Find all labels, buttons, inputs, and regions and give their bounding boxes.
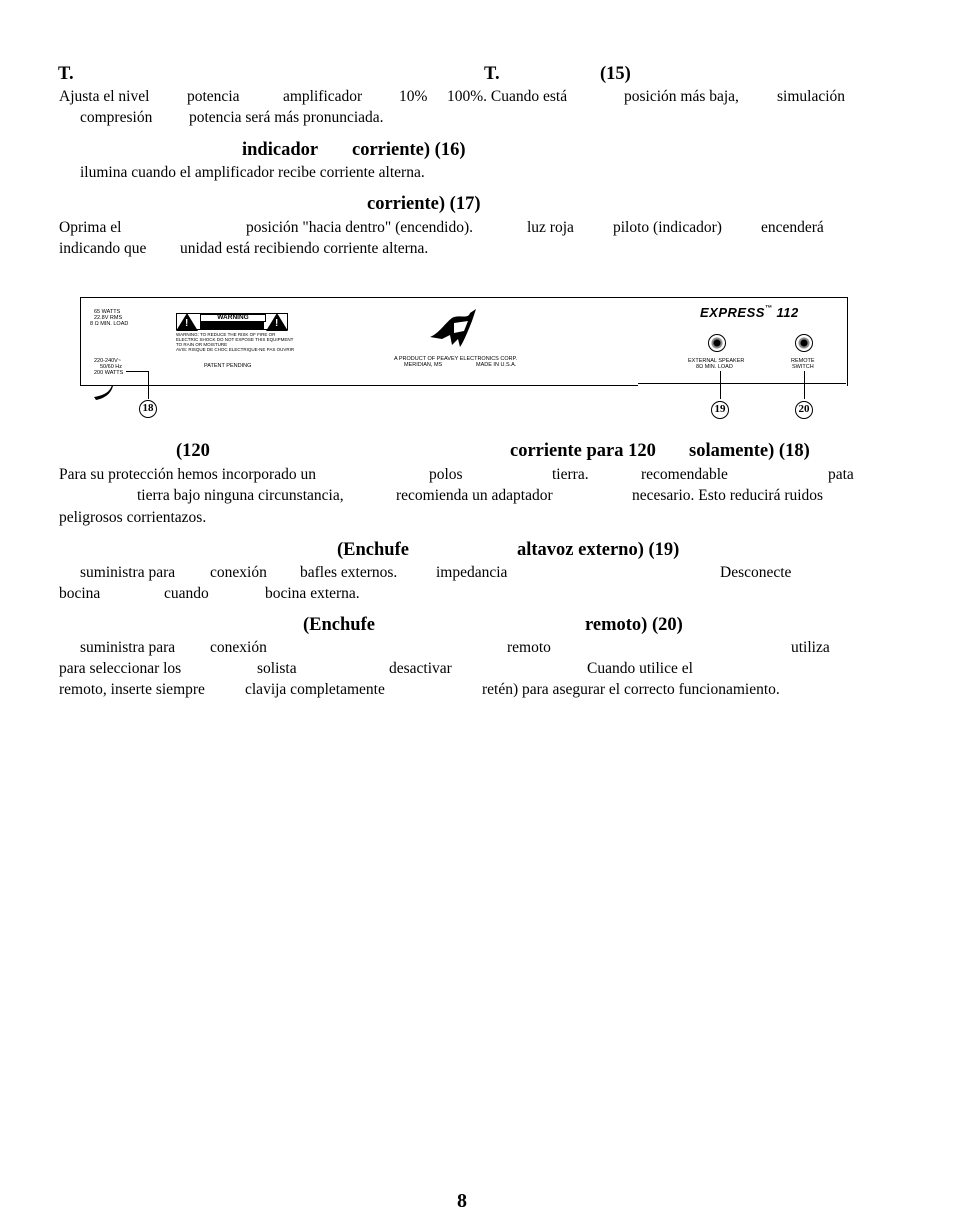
section-15-text: Ajusta el nivel — [59, 88, 150, 105]
section-19-text: conexión — [210, 564, 267, 581]
peavey-logo-icon — [424, 307, 490, 349]
external-speaker-load: 8Ω MIN. LOAD — [696, 364, 733, 370]
product-location: MERIDIAN, MS — [404, 362, 443, 368]
external-speaker-jack[interactable] — [708, 334, 726, 352]
section-15-text: compresión — [80, 109, 153, 126]
section-20-heading: (Enchufe — [303, 615, 375, 635]
section-17-text: indicando que — [59, 240, 147, 257]
section-17-text: Oprima el — [59, 219, 122, 236]
warning-label — [176, 313, 295, 353]
section-15-heading-mid: T. — [484, 64, 500, 84]
section-17-text: luz roja — [527, 219, 574, 236]
callout-19: 19 — [711, 401, 729, 419]
section-20-text: clavija completamente — [245, 681, 385, 698]
callout-18: 18 — [139, 400, 157, 418]
rating-line: 8 Ω MIN. LOAD — [90, 321, 129, 327]
callout-20: 20 — [795, 401, 813, 419]
warning-triangle-icon: ! — [176, 313, 198, 331]
section-20-text: Cuando utilice el — [587, 660, 693, 677]
section-15-text: simulación — [777, 88, 846, 105]
patent-pending: PATENT PENDING — [204, 363, 252, 369]
warning-text: ELECTRIC SHOCK DO NOT EXPOSE THIS EQUIPMENT — [176, 337, 294, 342]
section-17-text: unidad está recibiendo corriente alterna. — [180, 240, 429, 257]
section-18-text: peligrosos corrientazos. — [59, 509, 207, 526]
callout-leader — [720, 371, 721, 399]
section-20-text: utiliza — [791, 639, 830, 656]
section-15-text: potencia — [187, 88, 240, 105]
warning-text: WARNING: TO REDUCE THE RISK OF FIRE OR — [176, 332, 276, 337]
mains-rating: 50/60 Hz — [100, 364, 123, 370]
warning-triangle-icon: ! — [266, 313, 288, 331]
section-18-heading: (120 — [176, 441, 210, 461]
section-18-text: Para su protección hemos incorporado un — [59, 466, 316, 483]
section-16-text: ilumina cuando el amplificador recibe corriente alterna. — [80, 164, 425, 181]
section-18-text: pata — [828, 466, 854, 483]
section-15-heading-left: T. — [58, 64, 74, 84]
section-16-heading-number: corriente) (16) — [352, 140, 466, 160]
section-18-text: recomendable — [641, 466, 728, 483]
warning-text: AVIS: RISQUE DE CHOC ELECTRIQUE-NE PAS OUVRIR — [176, 347, 295, 352]
power-cord-icon — [92, 383, 114, 401]
callout-leader — [126, 371, 148, 372]
rating-line: 65 WATTS — [94, 309, 121, 315]
warning-stripe — [200, 325, 264, 329]
warning-text: TO RAIN OR MOISTURE — [176, 342, 228, 347]
rear-panel-diagram — [80, 297, 848, 389]
section-19-text: impedancia — [436, 564, 508, 581]
model-name — [700, 305, 799, 320]
model-number: 112 — [776, 305, 799, 320]
warning-title: WARNING — [200, 314, 266, 322]
mains-rating: 200 WATTS — [94, 370, 124, 376]
section-16-heading: indicador — [242, 140, 319, 160]
section-20-text: solista — [257, 660, 297, 677]
section-15-text: 100%. Cuando está — [447, 88, 568, 105]
section-15-text: 10% — [399, 88, 428, 105]
section-20-heading-number: remoto) (20) — [585, 615, 683, 635]
section-17-text: posición "hacia dentro" (encendido). — [246, 219, 473, 236]
section-20-text: conexión — [210, 639, 267, 656]
section-19-text: bafles externos. — [300, 564, 398, 581]
panel-edge — [638, 383, 846, 384]
rating-line: 22.8V RMS — [94, 315, 123, 321]
section-20-text: para seleccionar los — [59, 660, 182, 677]
section-17-text: piloto (indicador) — [613, 219, 722, 236]
section-15-heading-number: (15) — [600, 64, 631, 84]
section-18-heading-number: solamente) (18) — [689, 441, 810, 461]
remote-switch-jack[interactable] — [795, 334, 813, 352]
section-15-text: posición más baja, — [624, 88, 739, 105]
section-17-text: encenderá — [761, 219, 824, 236]
remote-switch-label: SWITCH — [792, 364, 814, 370]
section-19-heading: (Enchufe — [337, 540, 409, 560]
product-of-line: A PRODUCT OF PEAVEY ELECTRONICS CORP. — [394, 356, 518, 362]
mains-rating: 220-240V~ — [94, 358, 122, 364]
trademark-symbol: ™ — [764, 305, 773, 312]
section-20-text: retén) para asegurar el correcto funcionamiento. — [482, 681, 780, 698]
section-20-text: remoto, inserte siempre — [59, 681, 205, 698]
model-series: EXPRESS — [700, 305, 765, 320]
section-20-text: suministra para — [80, 639, 176, 656]
section-15-text: potencia será más pronunciada. — [189, 109, 384, 126]
section-18-text: necesario. Esto reducirá ruidos — [632, 487, 824, 504]
page-number: 8 — [457, 1190, 467, 1212]
remote-switch-label: REMOTE — [791, 358, 815, 364]
section-17-heading: corriente) (17) — [367, 194, 481, 214]
section-18-text: tierra. — [552, 466, 589, 483]
section-19-text: bocina externa. — [265, 585, 360, 602]
callout-leader — [148, 371, 149, 399]
external-speaker-label: EXTERNAL SPEAKER — [688, 358, 745, 364]
callout-leader — [804, 371, 805, 399]
section-18-heading: corriente para 120 — [510, 441, 656, 461]
section-19-text: suministra para — [80, 564, 176, 581]
section-18-text: polos — [429, 466, 463, 483]
section-18-text: recomienda un adaptador — [396, 487, 553, 504]
product-origin: MADE IN U.S.A. — [476, 362, 517, 368]
section-20-text: remoto — [507, 639, 551, 656]
section-19-text: bocina — [59, 585, 101, 602]
panel-edge — [80, 385, 638, 386]
section-19-heading-number: altavoz externo) (19) — [517, 540, 680, 560]
section-15-text: amplificador — [283, 88, 363, 105]
section-19-text: cuando — [164, 585, 209, 602]
section-18-text: tierra bajo ninguna circunstancia, — [137, 487, 344, 504]
section-19-text: Desconecte — [720, 564, 792, 581]
section-20-text: desactivar — [389, 660, 452, 677]
